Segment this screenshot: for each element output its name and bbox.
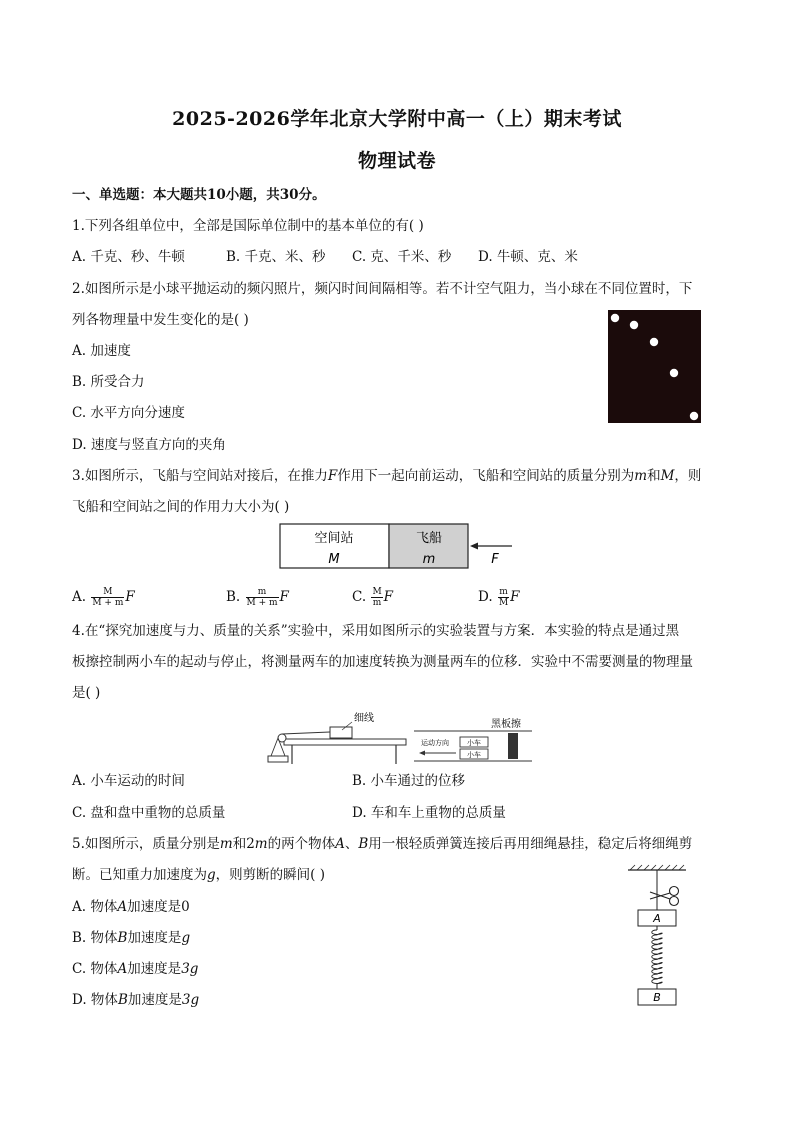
- q2-stem-line2: 列各物理量中发生变化的是( ): [72, 312, 249, 328]
- table-top: [284, 739, 406, 745]
- ship-label: 飞船: [415, 531, 443, 546]
- exam-subtitle: 物理试卷: [357, 150, 436, 172]
- option-text: 加速度是: [127, 930, 182, 946]
- docking-figure: [279, 523, 519, 573]
- q3-var-big-m: M: [660, 468, 675, 484]
- force-arrow-head: [470, 543, 478, 550]
- strobe-photo-figure: [608, 310, 701, 423]
- option-value: 3g: [181, 992, 200, 1008]
- option-text: D. 物体: [72, 992, 118, 1008]
- q4-option-b: B. 小车通过的位移: [352, 773, 466, 789]
- option-var: A: [117, 899, 128, 915]
- option-text: 加速度是: [127, 899, 182, 915]
- section-heading: 一、单选题：本大题共10小题，共30分。: [72, 187, 326, 203]
- option-letter: D.: [478, 589, 493, 605]
- q5-stem-text: 用一根轻质弹簧连接后再用细绳悬挂，稳定后将细绳剪: [368, 836, 693, 852]
- q3-var-m: m: [634, 468, 648, 484]
- spring-coil: [652, 930, 663, 984]
- q1-stem: 1.下列各组单位中，全部是国际单位制中的基本单位的有( ): [72, 218, 424, 234]
- q5-option-b: [72, 929, 190, 947]
- cart-left: [330, 727, 352, 738]
- ball-position-3: [650, 338, 658, 346]
- scissors-icon: [650, 887, 679, 906]
- option-var: B: [117, 992, 128, 1008]
- q5-var-g: g: [207, 867, 216, 883]
- option-value: 0: [181, 899, 190, 915]
- option-text: 加速度是: [127, 992, 182, 1008]
- fraction: [246, 587, 279, 608]
- fraction-denominator: M: [498, 598, 509, 608]
- option-text: C. 物体: [72, 961, 118, 977]
- string-line: [282, 732, 330, 734]
- option-text: B. 物体: [72, 930, 118, 946]
- fraction: [371, 587, 382, 608]
- fraction-numerator: M: [372, 587, 382, 597]
- q3-stem-text: 作用下一起向前运动，飞船和空间站的质量分别为: [337, 468, 635, 484]
- block-b-label: B: [653, 991, 661, 1004]
- option-var-f: F: [510, 589, 520, 605]
- direction-arrow-head: [419, 751, 425, 756]
- q4-option-a: A. 小车运动的时间: [72, 773, 185, 789]
- q5-stem-text: ，则剪断的瞬间( ): [215, 867, 325, 883]
- q5-stem-text: 断。已知重力加速度为: [72, 867, 207, 883]
- ball-position-5: [690, 412, 698, 420]
- fraction-numerator: M: [91, 587, 124, 598]
- option-var: A: [117, 961, 128, 977]
- q5-stem-line2: [72, 866, 325, 884]
- fraction: [498, 587, 509, 608]
- fraction-numerator: m: [246, 587, 279, 598]
- option-text: A. 物体: [72, 899, 118, 915]
- fraction-numerator: m: [499, 587, 508, 597]
- q1-option-a: A. 千克、秒、牛顿: [72, 249, 185, 265]
- option-letter: C.: [352, 589, 367, 605]
- q3-stem-text: 和: [647, 468, 661, 484]
- q2-option-d: D. 速度与竖直方向的夹角: [72, 437, 226, 453]
- q1-option-d: D. 牛顿、克、米: [478, 249, 578, 265]
- q2-option-a: A. 加速度: [72, 343, 131, 359]
- option-var-f: F: [125, 589, 135, 605]
- weight-pan: [268, 756, 288, 762]
- option-var-f: F: [279, 589, 289, 605]
- q5-var-b: B: [358, 836, 369, 852]
- option-value: 3g: [181, 961, 199, 977]
- q2-option-b: B. 所受合力: [72, 374, 145, 390]
- option-text: 加速度是: [127, 961, 182, 977]
- ball-position-1: [611, 314, 619, 322]
- ball-position-4: [670, 369, 678, 377]
- string-label: 细线: [354, 713, 374, 724]
- ship-mass-label: m: [422, 552, 436, 567]
- q1-option-c: C. 克、千米、秒: [352, 249, 452, 265]
- q3-option-a: [72, 587, 135, 608]
- q3-option-c: [352, 587, 393, 608]
- q5-var-m: m: [254, 836, 268, 852]
- spring-figure: [624, 864, 690, 1008]
- option-var-f: F: [383, 589, 394, 605]
- station-label: 空间站: [314, 531, 354, 546]
- option-letter: A.: [72, 589, 87, 605]
- q3-var-f: F: [327, 468, 338, 484]
- q5-stem-line1: [72, 835, 692, 853]
- q5-var-m: m: [219, 836, 233, 852]
- option-value: g: [181, 930, 191, 946]
- q4-option-d: D. 车和车上重物的总质量: [352, 805, 506, 821]
- q2-stem-line1: 2.如图所示是小球平抛运动的频闪照片，频闪时间间隔相等。若不计空气阻力，当小球在不同位置时，下: [72, 281, 693, 297]
- fraction-denominator: m: [372, 598, 382, 608]
- direction-label: 运动方向: [421, 739, 449, 747]
- fraction-denominator: M + m: [246, 598, 278, 608]
- q5-option-a: [72, 898, 190, 916]
- eraser-block: [508, 733, 518, 759]
- q5-option-d: [72, 991, 199, 1009]
- q3-option-b: [226, 587, 289, 608]
- ceiling-hatch: [630, 865, 684, 870]
- cart-experiment-figure: [262, 709, 532, 771]
- fraction: [91, 587, 124, 608]
- q5-stem-text: 5.如图所示，质量分别是: [72, 836, 220, 852]
- q4-stem-line3: 是( ): [72, 685, 101, 701]
- q5-stem-text: 、: [344, 836, 359, 852]
- q3-stem-text: ，则: [674, 468, 702, 484]
- eraser-label: 黑板擦: [491, 719, 521, 730]
- exam-title: 2025-2026学年北京大学附中高一（上）期末考试: [172, 108, 622, 130]
- q3-stem-line1: [72, 467, 701, 485]
- q3-option-d: [478, 587, 520, 608]
- option-letter: B.: [226, 589, 241, 605]
- q5-stem-text: 和2: [232, 836, 255, 852]
- q4-stem-line1: 4.在“探究加速度与力、质量的关系”实验中，采用如图所示的实验装置与方案．本实验的特点是通过黑: [72, 623, 680, 639]
- q4-option-c: C. 盘和盘中重物的总质量: [72, 805, 226, 821]
- ball-position-2: [630, 321, 638, 329]
- force-label: F: [491, 552, 499, 567]
- q5-stem-text: 的两个物体: [267, 836, 336, 852]
- q3-stem-line2: 飞船和空间站之间的作用力大小为( ): [72, 499, 290, 515]
- q5-option-c: [72, 960, 198, 978]
- q4-stem-line2: 板擦控制两小车的起动与停止，将测量两车的加速度转换为测量两车的位移．实验中不需要测量的物理量: [72, 654, 693, 670]
- station-mass-label: M: [328, 552, 340, 567]
- block-a-label: A: [653, 912, 661, 925]
- option-var: B: [117, 930, 128, 946]
- q2-option-c: C. 水平方向分速度: [72, 405, 185, 421]
- cart-bottom-label: 小车: [467, 751, 481, 759]
- fraction-denominator: M + m: [92, 598, 124, 608]
- strobe-background: [608, 310, 701, 423]
- q3-stem-text: 3.如图所示，飞船与空间站对接后，在推力: [72, 468, 328, 484]
- q1-option-b: B. 千克、米、秒: [226, 249, 326, 265]
- q5-var-a: A: [335, 836, 345, 852]
- cart-top-label: 小车: [467, 739, 481, 747]
- hanger-string-left: [271, 738, 278, 756]
